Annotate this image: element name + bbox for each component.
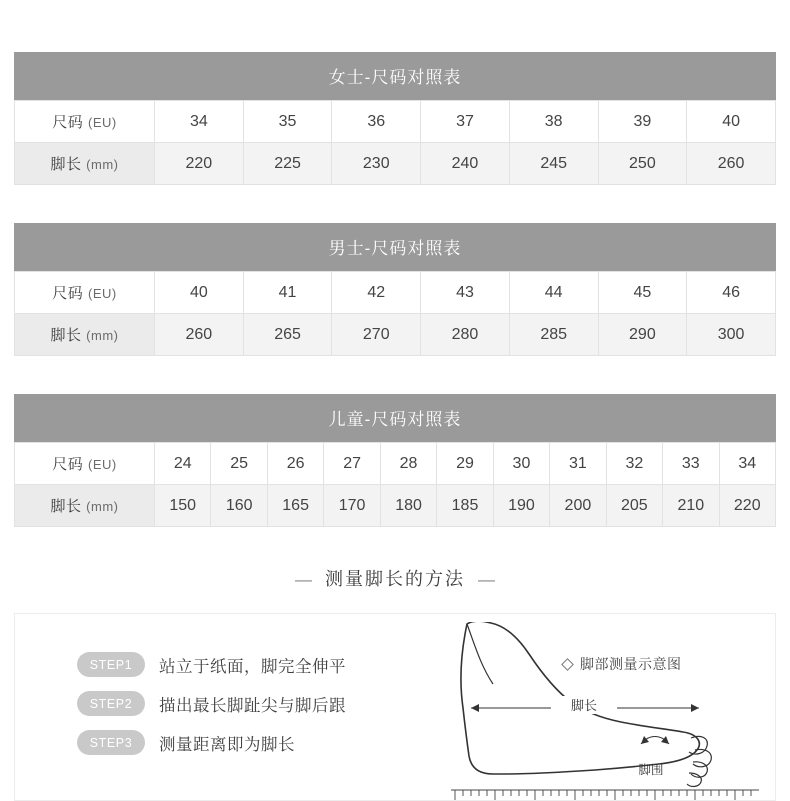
row-label-size	[15, 101, 155, 143]
cell: 250	[598, 143, 687, 185]
list-item	[77, 652, 346, 677]
list-item	[77, 691, 346, 716]
row-label-text: 脚长	[50, 156, 82, 173]
row-label-foot-length	[15, 143, 155, 185]
foot-girth-label: 脚围	[638, 763, 664, 777]
cell: 245	[509, 143, 598, 185]
row-label-size	[15, 443, 155, 485]
size-table-women-title: 女士-尺码对照表	[14, 52, 776, 100]
cell: 170	[324, 485, 380, 527]
cell: 280	[421, 314, 510, 356]
row-label-unit: (mm)	[86, 499, 119, 514]
cell: 46	[687, 272, 776, 314]
cell: 290	[598, 314, 687, 356]
cell: 210	[663, 485, 719, 527]
cell: 40	[155, 272, 244, 314]
cell: 185	[437, 485, 493, 527]
cell: 29	[437, 443, 493, 485]
row-label-foot-length	[15, 314, 155, 356]
table-row	[15, 101, 776, 143]
size-table-men-title: 男士-尺码对照表	[14, 223, 776, 271]
cell: 32	[606, 443, 662, 485]
cell: 160	[211, 485, 267, 527]
size-table-kids	[14, 394, 776, 527]
row-label-unit: (EU)	[87, 286, 117, 301]
cell: 220	[719, 485, 775, 527]
cell: 260	[155, 314, 244, 356]
cell: 285	[509, 314, 598, 356]
cell: 150	[155, 485, 211, 527]
table-row	[15, 143, 776, 185]
row-label-unit: (EU)	[87, 457, 117, 472]
dash-right: —	[478, 570, 496, 589]
cell: 230	[332, 143, 421, 185]
cell: 36	[332, 101, 421, 143]
step-badge-1: STEP1	[77, 652, 145, 677]
row-label-text: 脚长	[50, 327, 82, 344]
cell: 25	[211, 443, 267, 485]
cell: 40	[687, 101, 776, 143]
cell: 220	[155, 143, 244, 185]
cell: 41	[243, 272, 332, 314]
row-label-foot-length	[15, 485, 155, 527]
cell: 24	[155, 443, 211, 485]
size-table-women	[14, 52, 776, 185]
cell: 240	[421, 143, 510, 185]
cell: 300	[687, 314, 776, 356]
step-text-2: 描出最长脚趾尖与脚后跟	[159, 696, 346, 715]
row-label-text: 脚长	[50, 498, 82, 515]
cell: 205	[606, 485, 662, 527]
cell: 31	[550, 443, 606, 485]
row-label-text: 尺码	[52, 114, 84, 131]
row-label-text: 尺码	[52, 285, 84, 302]
measure-illustration-panel	[14, 613, 776, 801]
table-row	[15, 443, 776, 485]
cell: 225	[243, 143, 332, 185]
measure-steps	[77, 652, 346, 769]
cell: 200	[550, 485, 606, 527]
table-row	[15, 314, 776, 356]
cell: 43	[421, 272, 510, 314]
cell: 33	[663, 443, 719, 485]
foot-length-label: 脚长	[570, 698, 598, 713]
measure-section-title	[14, 565, 776, 591]
cell: 34	[719, 443, 775, 485]
cell: 265	[243, 314, 332, 356]
cell: 30	[493, 443, 549, 485]
row-label-unit: (EU)	[87, 115, 117, 130]
dash-left: —	[294, 570, 312, 589]
cell: 28	[380, 443, 436, 485]
cell: 180	[380, 485, 436, 527]
row-label-unit: (mm)	[86, 157, 119, 172]
list-item	[77, 730, 346, 755]
cell: 37	[421, 101, 510, 143]
row-label-unit: (mm)	[86, 328, 119, 343]
cell: 39	[598, 101, 687, 143]
row-label-text: 尺码	[52, 456, 84, 473]
size-table-kids-title: 儿童-尺码对照表	[14, 394, 776, 442]
size-table-men	[14, 223, 776, 356]
cell: 34	[155, 101, 244, 143]
cell: 260	[687, 143, 776, 185]
cell: 26	[267, 443, 323, 485]
cell: 38	[509, 101, 598, 143]
cell: 45	[598, 272, 687, 314]
table-row	[15, 485, 776, 527]
cell: 270	[332, 314, 421, 356]
table-row	[15, 272, 776, 314]
cell: 27	[324, 443, 380, 485]
cell: 42	[332, 272, 421, 314]
step-badge-2: STEP2	[77, 691, 145, 716]
step-text-3: 测量距离即为脚长	[159, 735, 295, 754]
step-text-1: 站立于纸面，脚完全伸平	[159, 657, 346, 676]
step-badge-3: STEP3	[77, 730, 145, 755]
foot-measure-diagram	[445, 622, 765, 801]
cell: 35	[243, 101, 332, 143]
measure-heading-text: 测量脚长的方法	[325, 569, 465, 589]
cell: 44	[509, 272, 598, 314]
cell: 190	[493, 485, 549, 527]
diagram-caption-text: 脚部测量示意图	[580, 656, 682, 672]
row-label-size	[15, 272, 155, 314]
cell: 165	[267, 485, 323, 527]
